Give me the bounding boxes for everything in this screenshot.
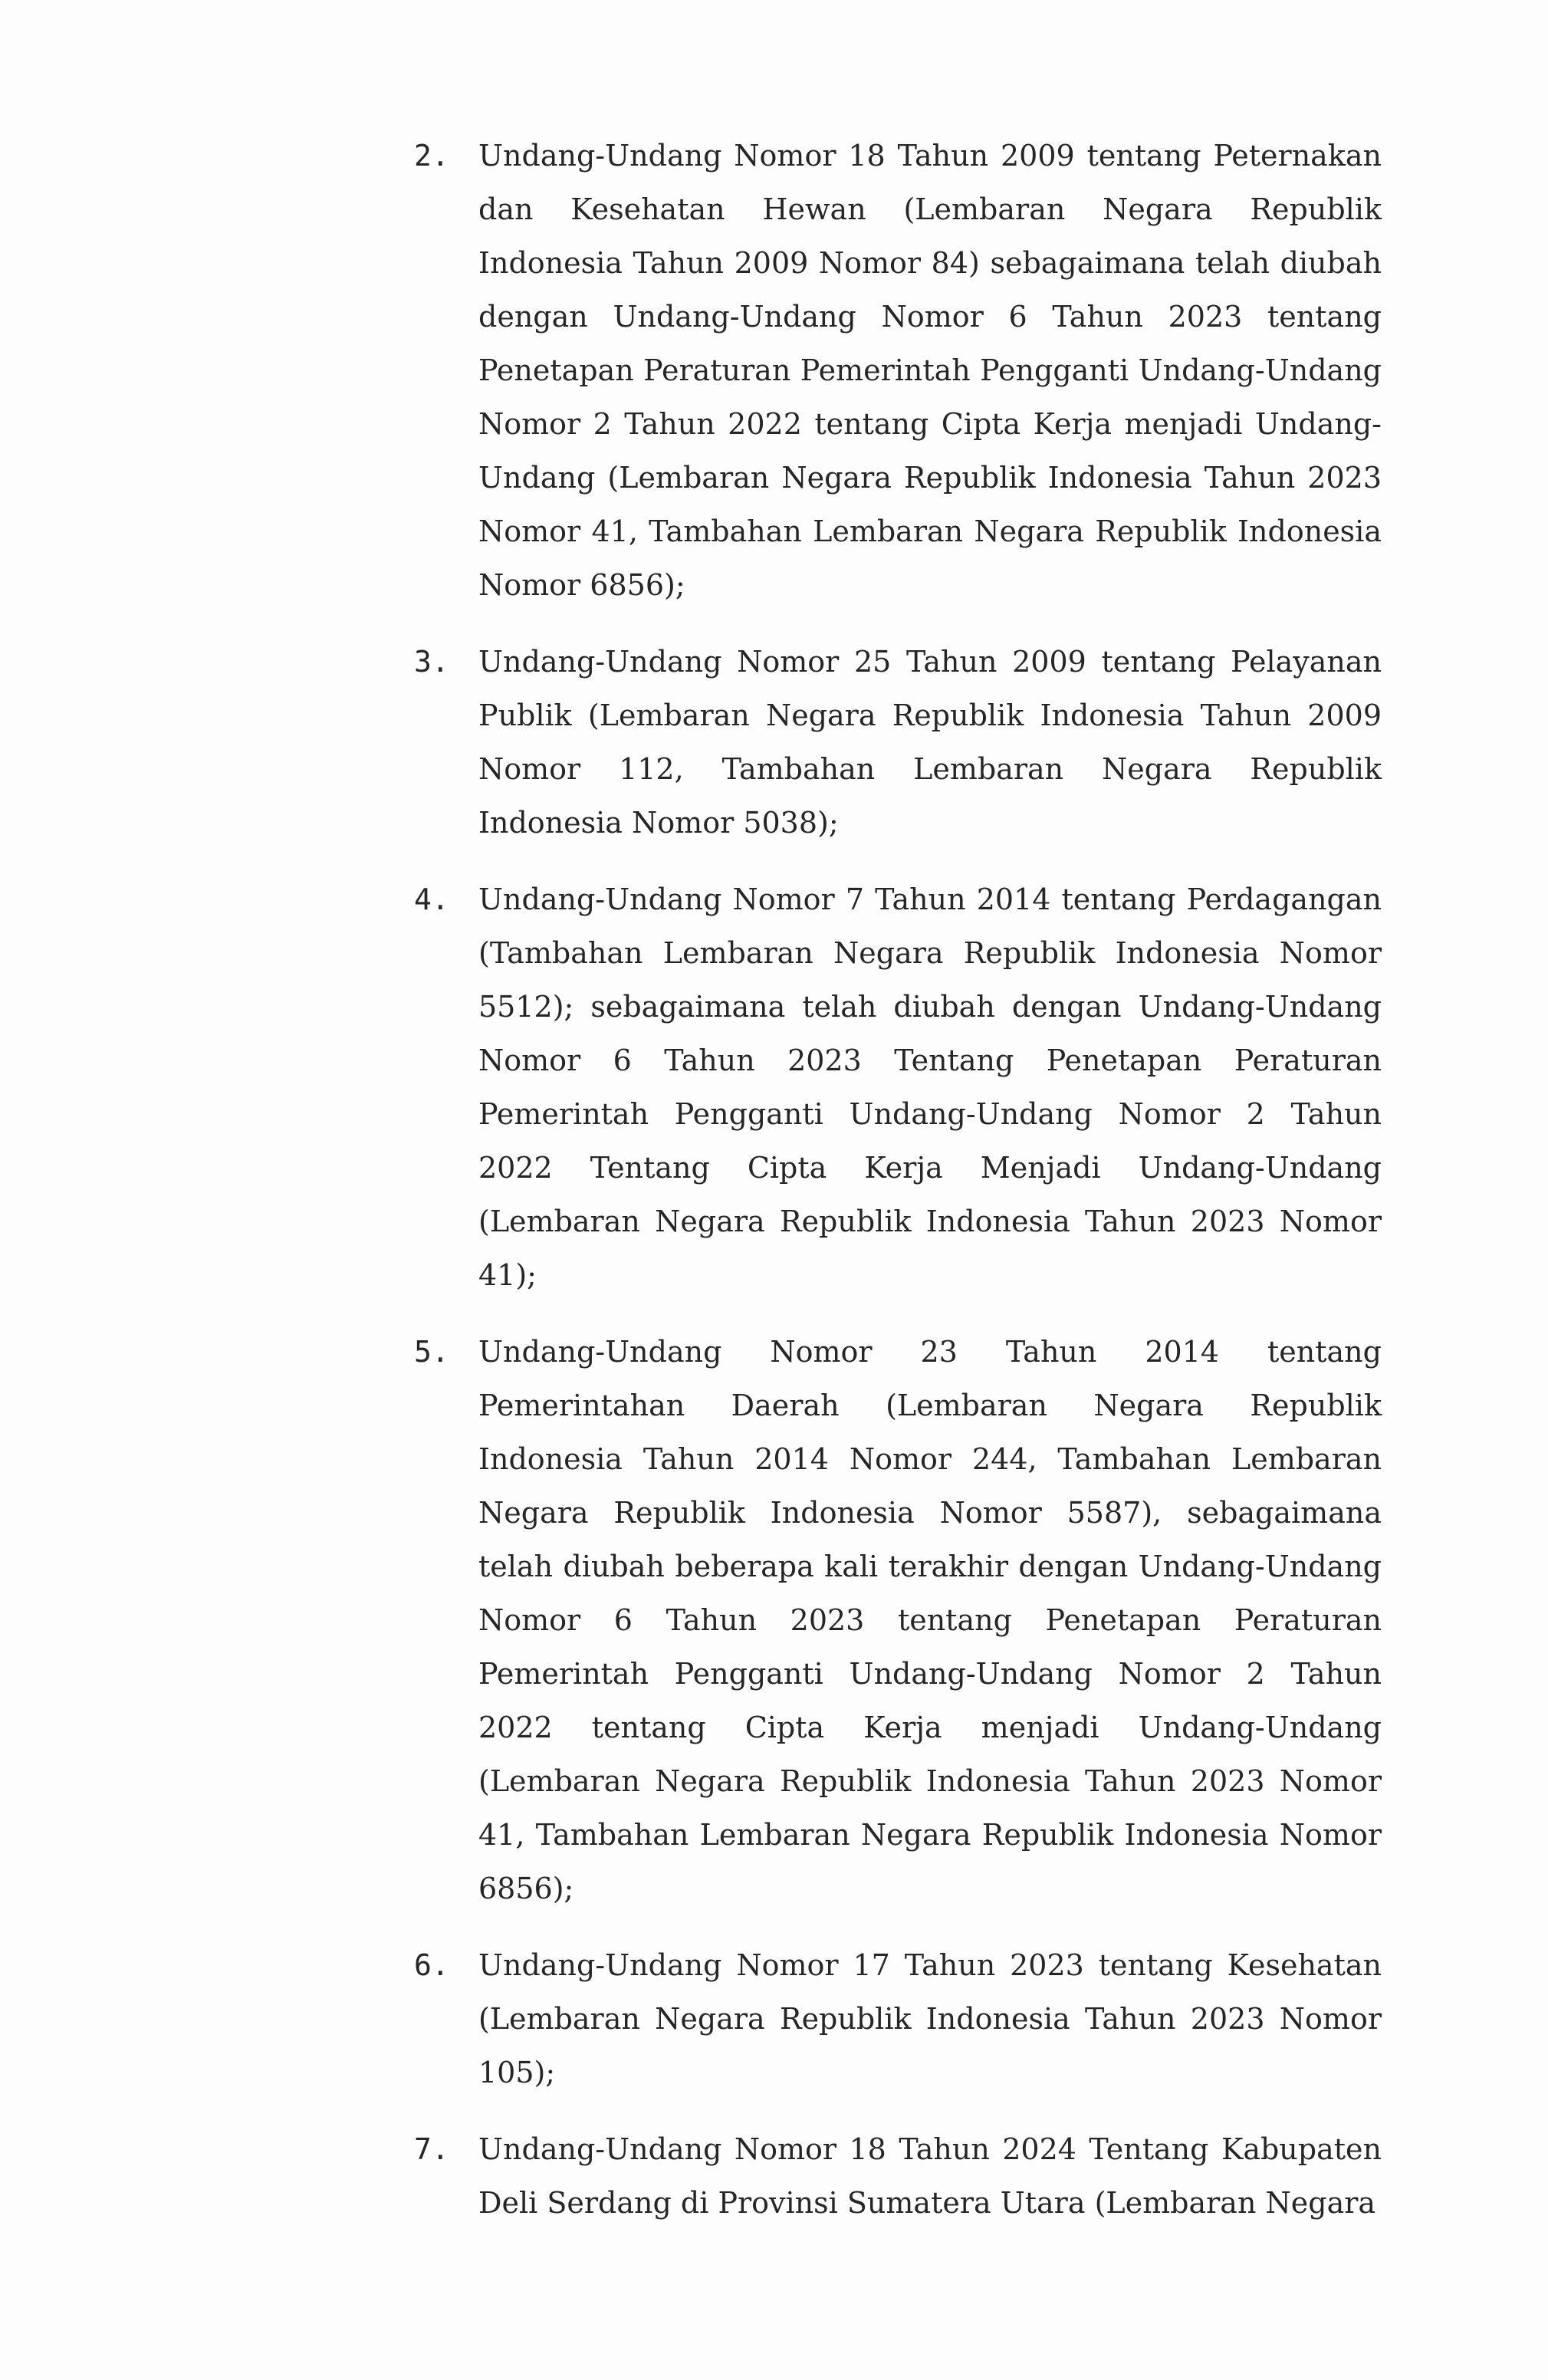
item-number: 3. [414, 645, 449, 679]
list-item [414, 129, 1382, 612]
item-number: 5. [414, 1335, 449, 1369]
item-number: 4. [414, 883, 449, 916]
list-item [414, 873, 1382, 1302]
item-number: 6. [414, 1948, 449, 1982]
item-text: Undang-Undang Nomor 17 Tahun 2023 tentang Kesehatan (Lembaran Negara Republik Indonesia Tahun 2023 Nomor 105); [478, 1948, 1382, 2089]
item-text: Undang-Undang Nomor 18 Tahun 2009 tentang Peternakan dan Kesehatan Hewan (Lembaran Negara Republik Indonesia Tahun 2009 Nomor 84) sebagaimana telah diubah dengan Undang-Undang Nomor 6 Tahun 2023 tentang Penetapan Peraturan Pemerintah Pengganti Undang-Undang Nomor 2 Tahun 2022 tentang Cipta Kerja menjadi Undang-Undang (Lembaran Negara Republik Indonesia Tahun 2023 Nomor 41, Tambahan Lembaran Negara Republik Indonesia Nomor 6856); [478, 139, 1382, 602]
list-item [414, 1325, 1382, 1915]
item-text: Undang-Undang Nomor 23 Tahun 2014 tentang Pemerintahan Daerah (Lembaran Negara Republik Indonesia Tahun 2014 Nomor 244, Tambahan Lembaran Negara Republik Indonesia Nomor 5587), sebagaimana telah diubah beberapa kali terakhir dengan Undang-Undang Nomor 6 Tahun 2023 tentang Penetapan Peraturan Pemerintah Pengganti Undang-Undang Nomor 2 Tahun 2022 tentang Cipta Kerja menjadi Undang-Undang (Lembaran Negara Republik Indonesia Tahun 2023 Nomor 41, Tambahan Lembaran Negara Republik Indonesia Nomor 6856); [478, 1335, 1382, 1905]
legal-basis-list [414, 129, 1382, 2253]
item-text: Undang-Undang Nomor 18 Tahun 2024 Tentang Kabupaten Deli Serdang di Provinsi Sumatera Utara (Lembaran Negara [478, 2132, 1382, 2220]
item-text: Undang-Undang Nomor 25 Tahun 2009 tentang Pelayanan Publik (Lembaran Negara Republik Indonesia Tahun 2009 Nomor 112, Tambahan Lembaran Negara Republik Indonesia Nomor 5038); [478, 645, 1382, 840]
list-item [414, 1938, 1382, 2099]
item-number: 7. [414, 2132, 449, 2166]
list-item [414, 635, 1382, 850]
item-number: 2. [414, 139, 449, 173]
list-item [414, 2122, 1382, 2230]
item-text: Undang-Undang Nomor 7 Tahun 2014 tentang Perdagangan (Tambahan Lembaran Negara Republik Indonesia Nomor 5512); sebagaimana telah diubah dengan Undang-Undang Nomor 6 Tahun 2023 Tentang Penetapan Peraturan Pemerintah Pengganti Undang-Undang Nomor 2 Tahun 2022 Tentang Cipta Kerja Menjadi Undang-Undang (Lembaran Negara Republik Indonesia Tahun 2023 Nomor 41); [478, 883, 1382, 1292]
